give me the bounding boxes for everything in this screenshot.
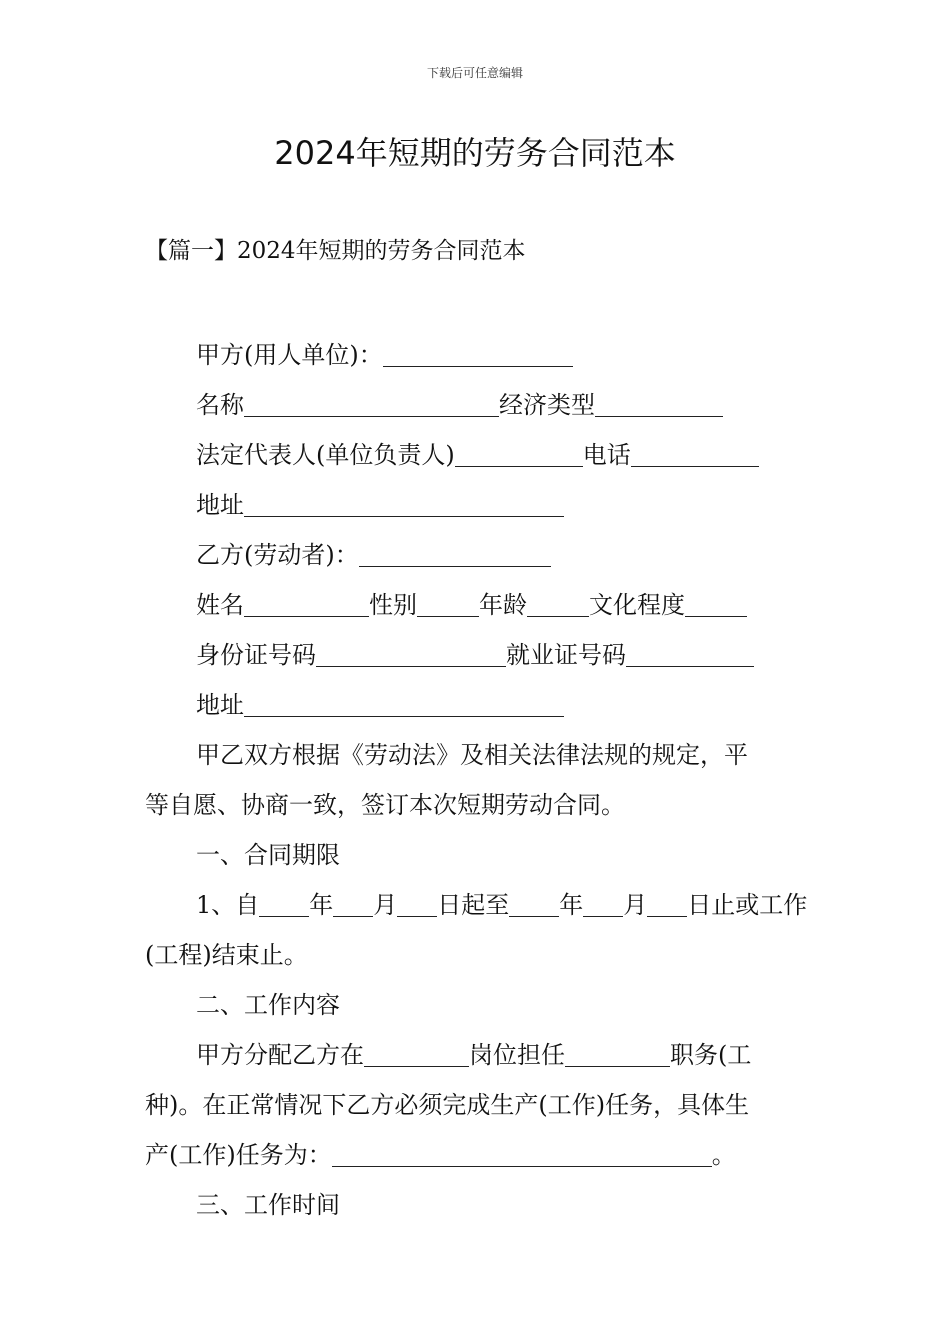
party-b-job-cert-blank[interactable]: [626, 638, 754, 667]
party-a-address-label: 地址: [196, 491, 244, 519]
document-title: 2024年短期的劳务合同范本: [274, 134, 676, 172]
party-a-rep-line: [145, 430, 810, 480]
clause-2-line-1: [145, 1030, 810, 1080]
start-year-label: 年: [309, 891, 334, 919]
start-month-label: 月: [373, 891, 398, 919]
header-note: 下载后可任意编辑: [426, 66, 523, 80]
party-b-address-line: [145, 680, 810, 730]
clause-2-line-3: [145, 1130, 810, 1180]
party-b-id-blank[interactable]: [316, 638, 506, 667]
clause-2-line-end: 。: [711, 1141, 736, 1169]
party-a-rep-label: 法定代表人(单位负责人): [196, 441, 455, 469]
clause-1-line-2: (工程)结束止。: [145, 941, 308, 969]
party-a-name-label: 名称: [196, 391, 244, 419]
party-a-type-blank[interactable]: [595, 388, 723, 417]
duty-blank[interactable]: [565, 1038, 670, 1067]
party-b-edu-blank[interactable]: [685, 588, 747, 617]
start-month-blank[interactable]: [333, 888, 373, 917]
party-b-edu-label: 文化程度: [589, 591, 685, 619]
party-b-info-line: [145, 580, 810, 630]
clause-2-seg-2: 岗位担任: [469, 1041, 565, 1069]
section-heading: 【篇一】2024年短期的劳务合同范本: [145, 238, 526, 264]
party-b-id-line: [145, 630, 810, 680]
party-a-line: [145, 330, 810, 380]
end-month-blank[interactable]: [583, 888, 623, 917]
task-blank[interactable]: [332, 1138, 712, 1167]
party-a-phone-label: 电话: [582, 441, 631, 469]
term-start-label: 1、自: [196, 891, 260, 919]
preamble-line-2: 等自愿、协商一致，签订本次短期劳动合同。: [145, 791, 625, 819]
party-a-address-line: [145, 480, 810, 530]
party-b-label: 乙方(劳动者)：: [196, 541, 359, 569]
clause-3-heading: 三、工作时间: [196, 1191, 340, 1219]
end-year-blank[interactable]: [509, 888, 559, 917]
clause-2-line-2: 种)。在正常情况下乙方必须完成生产(工作)任务，具体生: [145, 1091, 750, 1119]
party-b-blank[interactable]: [359, 538, 551, 567]
end-year-label: 年: [559, 891, 584, 919]
party-b-gender-label: 性别: [369, 591, 417, 619]
start-day-label: 日起至: [437, 891, 510, 919]
clause-2-seg-1: 甲方分配乙方在: [196, 1041, 364, 1069]
end-month-label: 月: [623, 891, 648, 919]
post-blank[interactable]: [364, 1038, 469, 1067]
clause-2-task-label: 产(工作)任务为：: [145, 1141, 332, 1169]
contract-body: [145, 330, 810, 1230]
end-day-label: 日止或工作: [687, 891, 808, 919]
party-b-gender-blank[interactable]: [417, 588, 479, 617]
party-b-age-blank[interactable]: [527, 588, 589, 617]
party-a-blank[interactable]: [383, 338, 573, 367]
preamble-line-1: 甲乙双方根据《劳动法》及相关法律法规的规定，平: [196, 741, 748, 769]
party-b-line: [145, 530, 810, 580]
party-b-address-label: 地址: [196, 691, 244, 719]
party-a-name-line: [145, 380, 810, 430]
party-b-address-blank[interactable]: [244, 688, 564, 717]
clause-1-term-line: [145, 880, 810, 930]
party-b-name-blank[interactable]: [244, 588, 369, 617]
party-a-type-label: 经济类型: [499, 391, 595, 419]
start-day-blank[interactable]: [397, 888, 437, 917]
party-a-name-blank[interactable]: [244, 388, 499, 417]
party-a-phone-blank[interactable]: [631, 438, 759, 467]
party-b-job-cert-label: 就业证号码: [506, 641, 626, 669]
clause-1-heading: 一、合同期限: [196, 841, 340, 869]
clause-2-seg-3: 职务(工: [670, 1041, 752, 1069]
start-year-blank[interactable]: [259, 888, 309, 917]
party-b-age-label: 年龄: [479, 591, 527, 619]
party-a-address-blank[interactable]: [244, 488, 564, 517]
party-a-rep-blank[interactable]: [455, 438, 583, 467]
party-b-name-label: 姓名: [196, 591, 244, 619]
party-a-label: 甲方(用人单位)：: [196, 341, 383, 369]
end-day-blank[interactable]: [647, 888, 687, 917]
clause-2-heading: 二、工作内容: [196, 991, 340, 1019]
party-b-id-label: 身份证号码: [196, 641, 316, 669]
